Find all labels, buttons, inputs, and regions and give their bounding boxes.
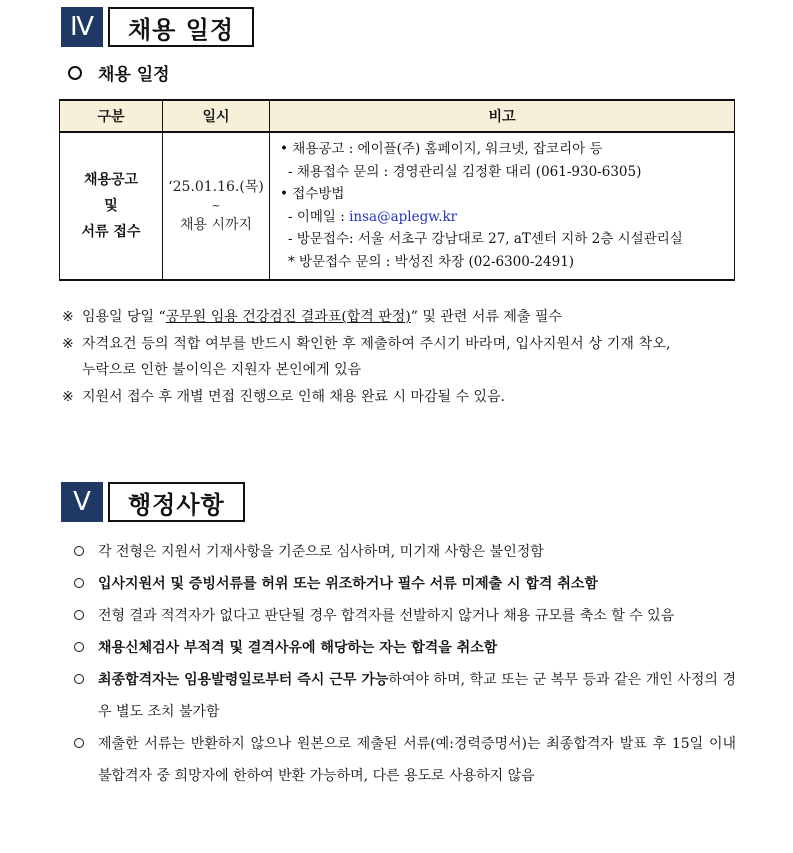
reference-mark-icon: ※ bbox=[62, 388, 74, 405]
note-method: • 접수방법 bbox=[280, 186, 345, 202]
circle-bullet-icon bbox=[74, 568, 98, 600]
list-item bbox=[74, 728, 736, 792]
admin-item-text: 입사지원서 및 증빙서류를 허위 또는 위조하거나 필수 서류 미제출 시 합격 취소함 bbox=[98, 576, 598, 592]
circle-bullet-icon bbox=[74, 600, 98, 632]
remarks-list bbox=[62, 304, 738, 410]
admin-item-text: 각 전형은 지원서 기재사항을 기준으로 심사하며, 미기재 사항은 불인정함 bbox=[98, 544, 544, 560]
section-5-title: 행정사항 bbox=[108, 482, 245, 522]
remark-text-part: ” 및 관련 서류 제출 필수 bbox=[410, 309, 562, 325]
circle-bullet-icon bbox=[74, 536, 98, 568]
remark-text bbox=[82, 304, 562, 331]
note-visit-inquiry: * 방문접수 문의 : 박성진 차장 (02-6300-2491) bbox=[288, 253, 575, 270]
circle-bullet-icon bbox=[68, 66, 82, 80]
category-cell bbox=[60, 132, 163, 280]
note-posting: • 채용공고 : 에이플(주) 홈페이지, 워크넷, 잡코리아 등 bbox=[280, 141, 603, 157]
admin-item-text: 전형 결과 적격자가 없다고 판단될 경우 합격자를 선발하지 않거나 채용 규모를 축소 할 수 있음 bbox=[98, 608, 675, 624]
section-4-title: 채용 일정 bbox=[108, 7, 254, 47]
circle-bullet-icon bbox=[74, 728, 98, 760]
admin-item-text: 제출한 서류는 반환하지 않으나 원본으로 제출된 서류(예:경력증명서)는 최종합격자 발표 후 15일 이내 불합격자 중 희망자에 한하여 반환 가능하며, 다른 용도로 사용하지 않음 bbox=[98, 736, 736, 784]
remark-item bbox=[62, 304, 738, 331]
remark-item bbox=[62, 384, 738, 411]
date-line: ‘25.01.16.(목) bbox=[168, 179, 264, 195]
schedule-subheading-text: 채용 일정 bbox=[98, 65, 170, 85]
category-line: 채용공고 bbox=[83, 172, 139, 188]
schedule-table bbox=[59, 99, 735, 281]
admin-item-text bbox=[98, 664, 736, 728]
list-item bbox=[74, 568, 736, 600]
reference-mark-icon: ※ bbox=[62, 335, 74, 352]
table-header-date: 일시 bbox=[163, 100, 270, 132]
note-email bbox=[280, 206, 726, 229]
remark-text: 자격요건 등의 적합 여부를 반드시 확인한 후 제출하여 주시기 바라며, 입사지원서 상 기재 착오, bbox=[82, 335, 671, 352]
email-link[interactable]: insa@aplegw.kr bbox=[349, 208, 458, 225]
table-row bbox=[60, 132, 735, 280]
circle-bullet-icon bbox=[74, 664, 98, 696]
table-header-notes: 비고 bbox=[270, 100, 735, 132]
remark-text-part: 임용일 당일 “ bbox=[82, 309, 166, 325]
notes-cell bbox=[270, 132, 735, 280]
email-label: - 이메일 : bbox=[288, 208, 350, 225]
list-item bbox=[74, 536, 736, 568]
admin-item-bold: 최종합격자는 임용발령일로부터 즉시 근무 가능 bbox=[98, 672, 389, 688]
date-cell bbox=[163, 132, 270, 280]
note-visit: - 방문접수: 서울 서초구 강남대로 27, aT센터 지하 2층 시설관리실 bbox=[288, 231, 683, 247]
admin-items-list bbox=[74, 536, 736, 792]
list-item bbox=[74, 664, 736, 728]
admin-item-rest: 하여야 하며, 학교 또는 군 복무 등과 같은 개인 사정의 경우 별도 조치 불가함 bbox=[98, 672, 736, 720]
section-4-numeral: Ⅳ bbox=[61, 7, 103, 47]
date-line: 채용 시까지 bbox=[179, 217, 253, 233]
admin-item-text: 채용신체검사 부적격 및 결격사유에 해당하는 자는 합격을 취소함 bbox=[98, 640, 498, 656]
remark-continuation: 누락으로 인한 불이익은 지원자 본인에게 있음 bbox=[82, 362, 362, 378]
circle-bullet-icon bbox=[74, 632, 98, 664]
section-4-header bbox=[61, 7, 254, 47]
remark-underlined: 공무원 임용 건강검진 결과표(합격 판정) bbox=[165, 309, 411, 325]
table-header-category: 구분 bbox=[60, 100, 163, 132]
date-line: ~ bbox=[211, 199, 221, 212]
schedule-subheading bbox=[68, 60, 170, 85]
list-item bbox=[74, 600, 736, 632]
reference-mark-icon: ※ bbox=[62, 309, 74, 325]
remark-text: 지원서 접수 후 개별 면접 진행으로 인해 채용 완료 시 마감될 수 있음. bbox=[82, 388, 505, 405]
category-line: 서류 접수 bbox=[81, 224, 141, 240]
section-5-header bbox=[61, 482, 245, 522]
section-5-numeral: Ⅴ bbox=[61, 482, 103, 522]
remark-item bbox=[62, 331, 738, 358]
category-line: 및 bbox=[104, 198, 118, 214]
list-item bbox=[74, 632, 736, 664]
note-inquiry: - 채용접수 문의 : 경영관리실 김정환 대리 (061-930-6305) bbox=[288, 163, 642, 180]
